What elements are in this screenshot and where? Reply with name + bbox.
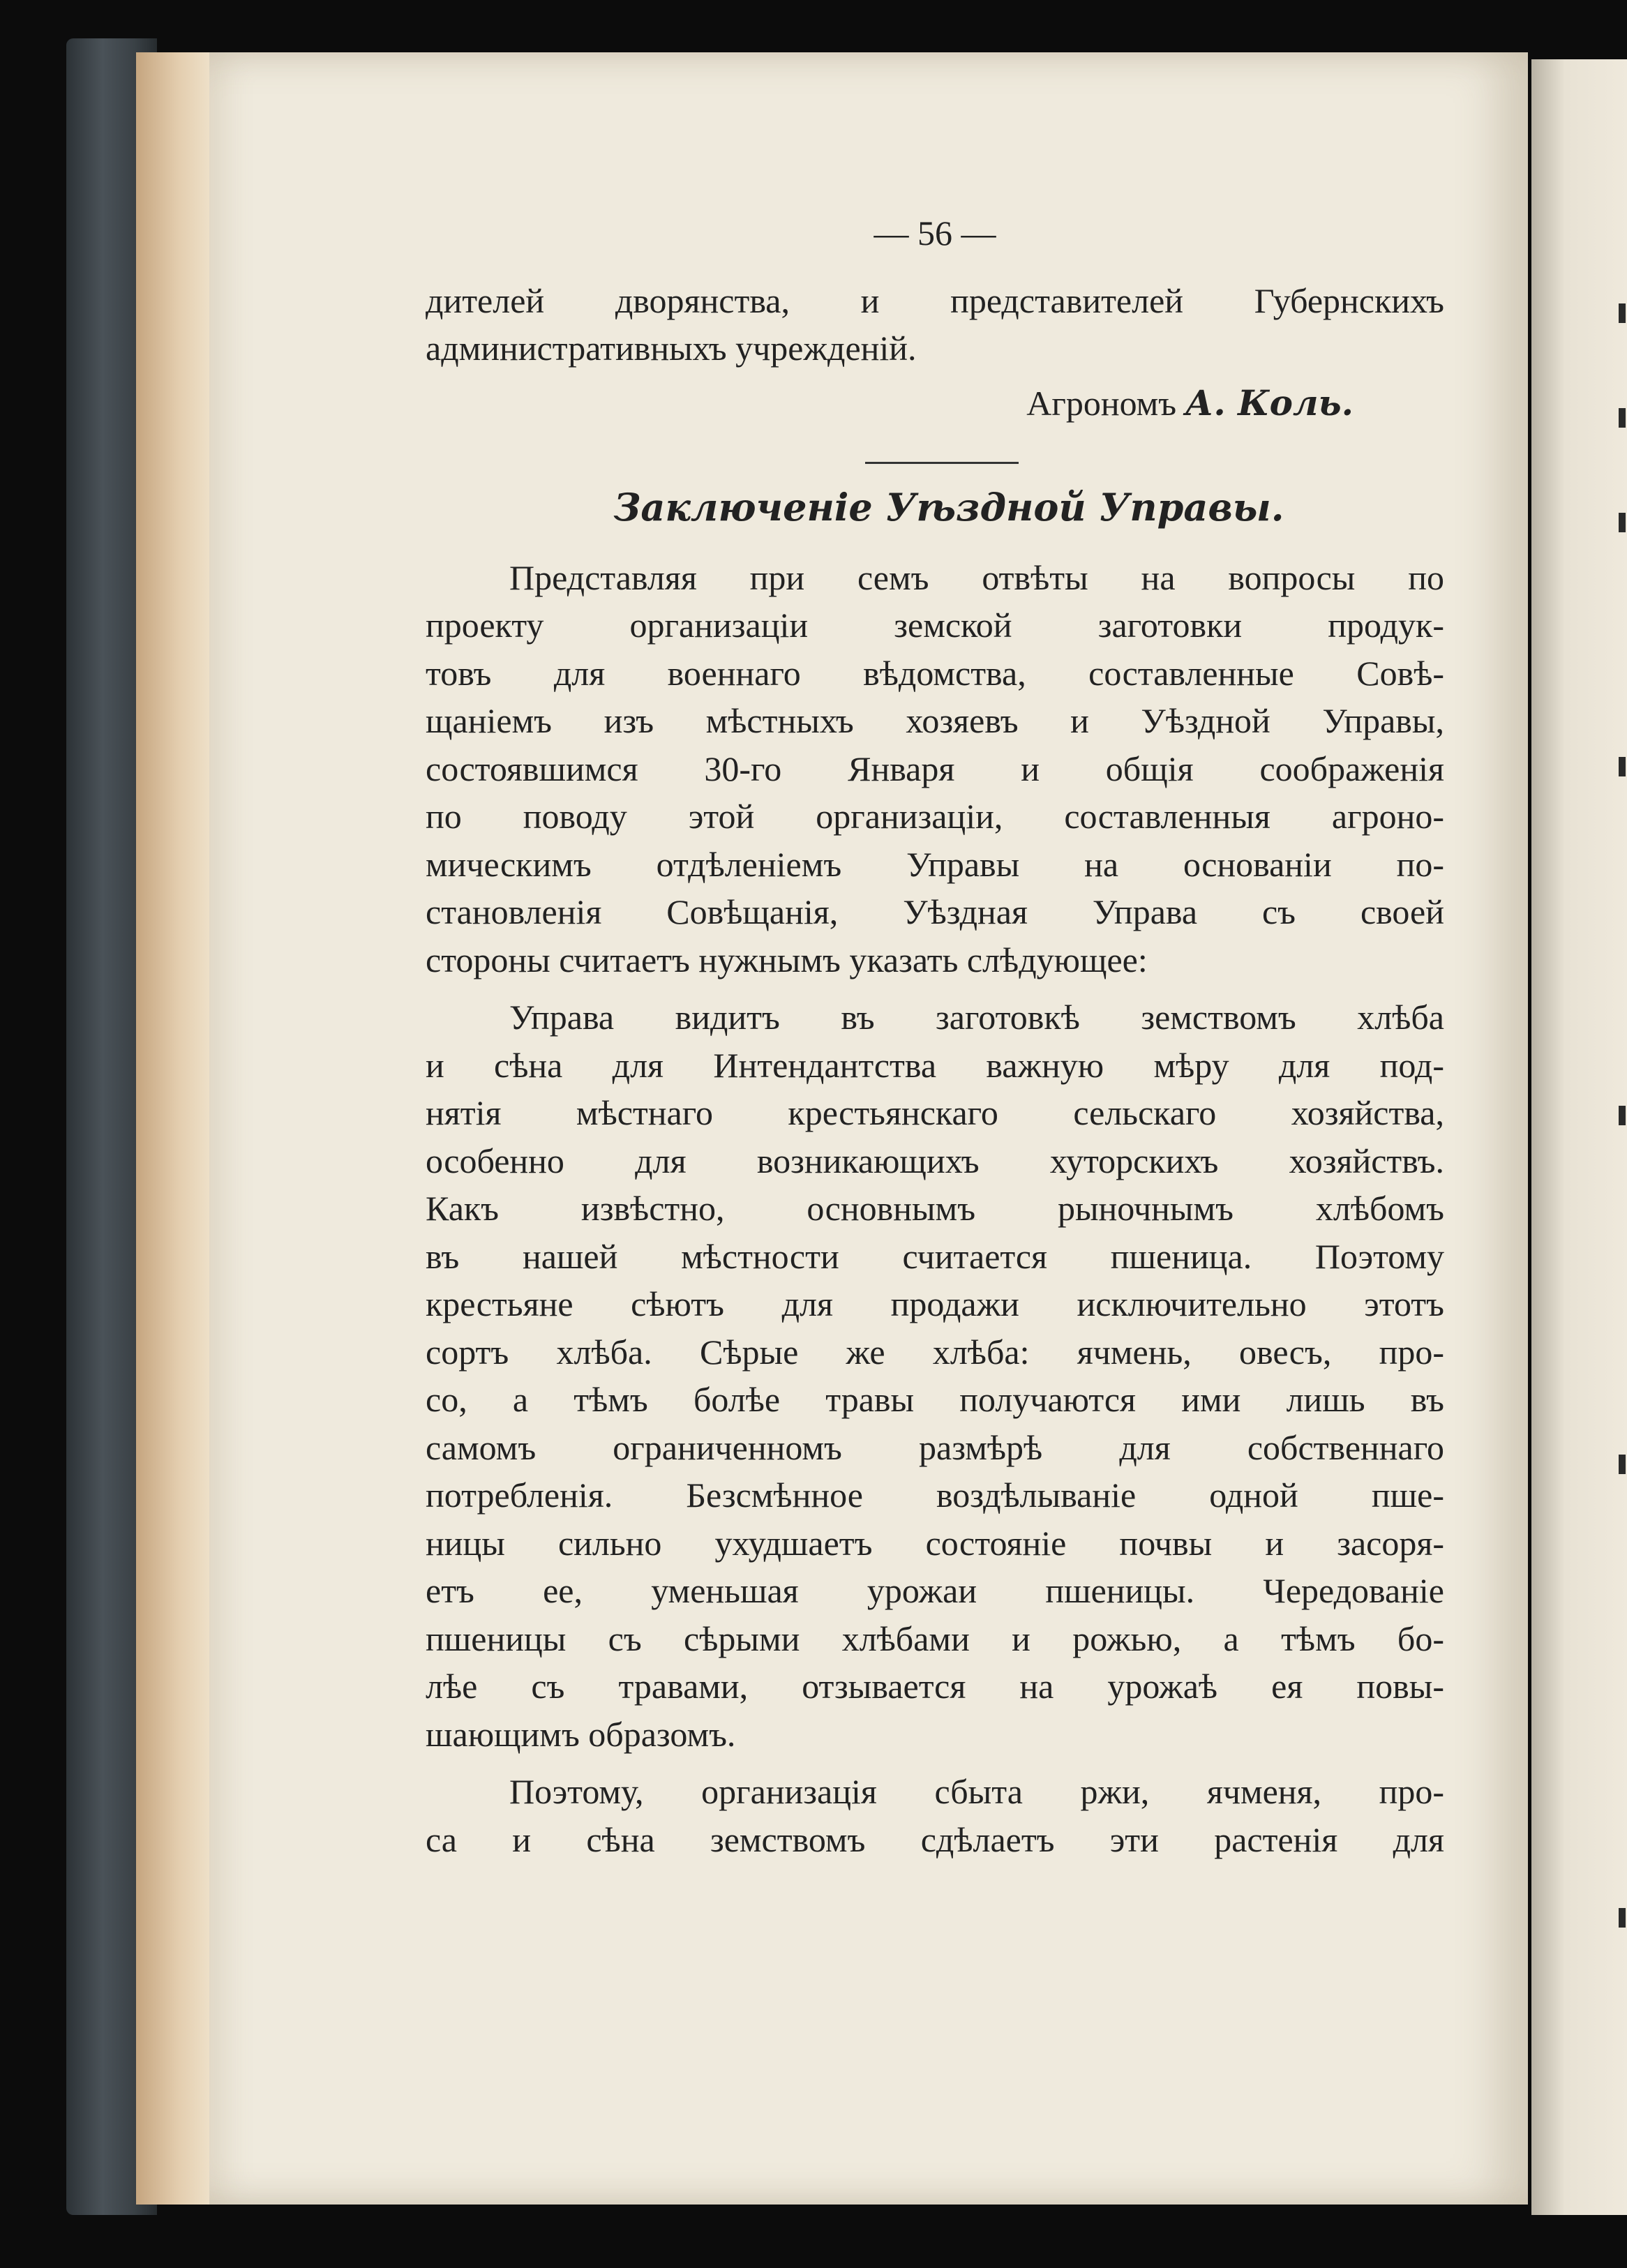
text-line: крестьяне сѣютъ для продажи исключительно этотъ: [426, 1284, 1444, 1323]
adjacent-page-text-fragment: [1619, 303, 1626, 323]
text-line: мическимъ отдѣленіемъ Управы на основаніи по-: [426, 844, 1444, 884]
text-line: товъ для военнаго вѣдомства, составленные Совѣ-: [426, 653, 1444, 693]
text-line: особенно для возникающихъ хуторскихъ хозяйствъ.: [426, 1141, 1444, 1180]
text-line: въ нашей мѣстности считается пшеница. Поэтому: [426, 1236, 1444, 1276]
adjacent-page-text-fragment: [1619, 408, 1626, 428]
text-line: Представляя при семъ отвѣты на вопросы по: [509, 557, 1444, 597]
text-line: и сѣна для Интендантства важную мѣру для под-: [426, 1045, 1444, 1085]
signature-title: Агрономъ: [1026, 383, 1177, 423]
adjacent-page-text-fragment: [1619, 1908, 1626, 1928]
text-line: стороны считаетъ нужнымъ указать слѣдующее:: [426, 940, 1148, 979]
text-line: административныхъ учрежденій.: [426, 329, 917, 368]
text-line: потребленія. Безсмѣнное воздѣлываніе одной пше-: [426, 1475, 1444, 1515]
text-line: пшеницы съ сѣрыми хлѣбами и рожью, а тѣмъ бо-: [426, 1619, 1444, 1658]
text-line: самомъ ограниченномъ размѣрѣ для собственнаго: [426, 1427, 1444, 1467]
text-line: нятія мѣстнаго крестьянскаго сельскаго хозяйства,: [426, 1093, 1444, 1132]
paragraph: [426, 1768, 1444, 1863]
text-line: проекту организаціи земской заготовки продук-: [426, 606, 1444, 645]
text-line: са и сѣна земствомъ сдѣлаетъ эти растенія для: [426, 1819, 1444, 1859]
section-divider: [865, 462, 1019, 464]
paragraph: [426, 554, 1444, 984]
adjacent-page-text-fragment: [1619, 1106, 1626, 1125]
text-line: дителей дворянства, и представителей Губернскихъ: [426, 280, 1444, 320]
text-line: становленія Совѣщанія, Уѣздная Управа съ своей: [426, 892, 1444, 931]
text-line: ницы сильно ухудшаетъ состояніе почвы и засоря-: [426, 1523, 1444, 1563]
adjacent-page-edge: [1531, 59, 1627, 2215]
signature: [426, 380, 1444, 428]
signature-name: А. Коль.: [1185, 382, 1354, 423]
page-gutter: [136, 52, 213, 2205]
text-line: етъ ее, уменьшая урожаи пшеницы. Чередованіе: [426, 1571, 1444, 1610]
text-line: щаніемъ изъ мѣстныхъ хозяевъ и Уѣздной Управы,: [426, 701, 1444, 740]
text-line: состоявшимся 30-го Января и общія соображенія: [426, 749, 1444, 788]
text-line: шающимъ образомъ.: [426, 1714, 736, 1754]
text-line: лѣе съ травами, отзывается на урожаѣ ея повы-: [426, 1667, 1444, 1706]
text-line: сортъ хлѣба. Сѣрые же хлѣба: ячмень, овесъ, про-: [426, 1332, 1444, 1372]
text-line: по поводу этой организаціи, составленныя агроно-: [426, 797, 1444, 836]
adjacent-page-text-fragment: [1619, 757, 1626, 776]
adjacent-page-text-fragment: [1619, 513, 1626, 532]
page-number: — 56 —: [874, 213, 996, 253]
paragraph: [426, 993, 1444, 1758]
text-line: со, а тѣмъ болѣе травы получаются ими лишь въ: [426, 1380, 1444, 1419]
text-line: Какъ извѣстно, основнымъ рыночнымъ хлѣбомъ: [426, 1189, 1444, 1228]
page-text: [426, 209, 1444, 1873]
adjacent-page-text-fragment: [1619, 1455, 1626, 1474]
continuation-text: [426, 277, 1444, 373]
text-line: Поэтому, организація сбыта ржи, ячменя, про-: [509, 1772, 1444, 1811]
text-line: Управа видитъ въ заготовкѣ земствомъ хлѣба: [509, 998, 1444, 1037]
section-heading: Заключеніе Уѣздной Управы.: [613, 485, 1284, 530]
